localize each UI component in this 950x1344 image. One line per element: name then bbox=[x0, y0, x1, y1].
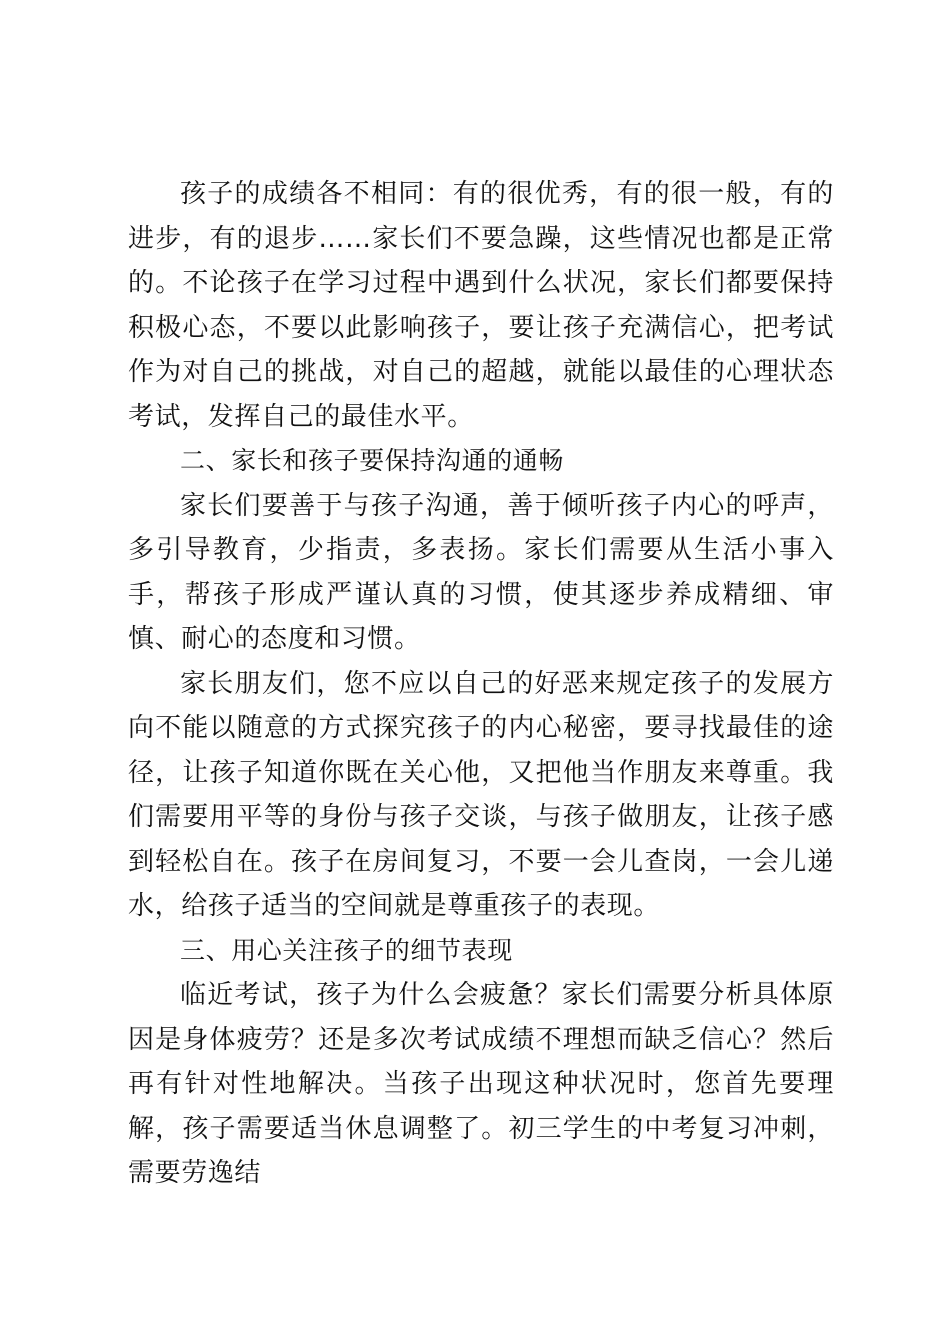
section-heading-details: 三、用心关注孩子的细节表现 bbox=[180, 935, 513, 965]
section-heading-communication: 二、家长和孩子要保持沟通的通畅 bbox=[180, 446, 565, 475]
paragraph-respect: 家长朋友们，您不应以自己的好恶来规定孩子的发展方向不能以随意的方式探究孩子的内心秘密，要寻找最佳的途径，让孩子知道你既在关心他，又把他当作朋友来尊重。我们需要用平等的身份与孩子交谈，与孩子做朋友，让孩子感到轻松自在。孩子在房间复习，不要一会儿查岗，一会儿递水，给孩子适当的空间就是尊重孩子的表现。 bbox=[128, 668, 834, 921]
document-body bbox=[128, 172, 834, 1196]
paragraph-grades: 孩子的成绩各不相同：有的很优秀，有的很一般，有的进步，有的退步……家长们不要急躁，这些情况也都是正常的。不论孩子在学习过程中遇到什么状况，家长们都要保持积极心态，不要以此影响孩子，要让孩子充满信心，把考试作为对自己的挑战，对自己的超越，就能以最佳的心理状态考试，发挥自己的最佳水平。 bbox=[128, 179, 834, 432]
paragraph-fatigue: 临近考试，孩子为什么会疲惫？家长们需要分析具体原因是身体疲劳？还是多次考试成绩不理想而缺乏信心？然后再有针对性地解决。当孩子出现这种状况时，您首先要理解，孩子需要适当休息调整了。初三学生的中考复习冲刺，需要劳逸结 bbox=[128, 980, 834, 1188]
paragraph-communication: 家长们要善于与孩子沟通，善于倾听孩子内心的呼声，多引导教育，少指责，多表扬。家长们需要从生活小事入手，帮孩子形成严谨认真的习惯，使其逐步养成精细、审慎、耐心的态度和习惯。 bbox=[128, 490, 834, 654]
